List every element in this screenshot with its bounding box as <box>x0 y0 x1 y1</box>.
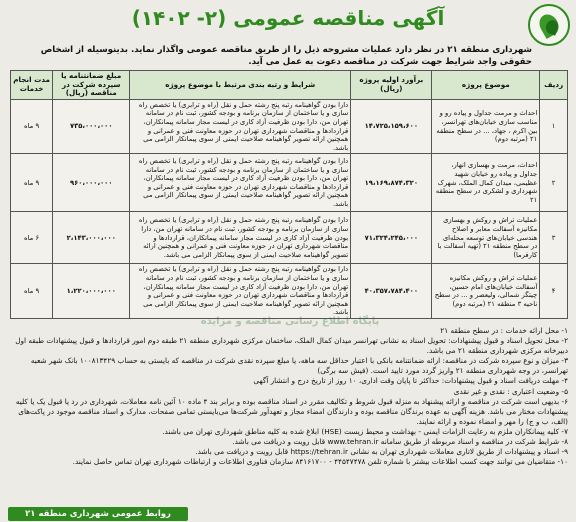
table-header-row <box>11 71 568 100</box>
note-item: ۸- شرایط شرکت در مناقصه و اسناد مربوطه از طریق سامانه www.tehran.ir قابل رویت و دریافت می باشد. <box>232 437 568 447</box>
row-subject: عملیات تراش و روکش و بهسازی مکانیزه آسفالت معابر و اصلاح هندسی خیابان‌های توسعه محله‌ای در سطح منطقه ۲۱ (تهیه آسفالت با کارفرما) <box>432 212 540 264</box>
row-estimate: ۱۴،۷۲۵،۱۵۹،۶۰۰ <box>351 99 432 154</box>
col-duration: مدت انجام خدمات <box>11 71 53 100</box>
row-subject: احداث، مرمت و بهسازی انهار، جداول و پیاده رو خیابان شهید عظیمی، میدان کمال الملک، شهرک شهرداری و لشکری در سطح منطقه ۲۱ <box>432 154 540 212</box>
row-subject: احداث و مرمت جداول و پیاده رو و مناسب سازی خیابان‌های تهرانسر، بین اکرم ، جهاد، ... در سطح منطقه ۲۱ (مرتبه دوم) <box>432 99 540 154</box>
row-number: ۲ <box>540 154 568 212</box>
note-item: ۵- وضعیت اعتباری : نقدی و غیر نقدی <box>453 386 568 396</box>
row-number: ۳ <box>540 212 568 264</box>
row-duration: ۶ ماه <box>11 212 53 264</box>
note-item: ۹- اسناد و پیشنهادات از طریق لاتاری معاملات شهرداری تهران به نشانی https://tehran.ir قابل رویت و دریافت می باشد. <box>195 447 568 457</box>
row-deposit: ۹۶۰،۰۰۰،۰۰۰ <box>53 154 130 212</box>
footer-signature: روابط عمومی شهرداری منطقه ۲۱ <box>8 507 188 521</box>
watermark: پایگاه اطلاع رسانی مناقصه و مزایده <box>200 316 380 327</box>
row-conditions: دارا بودن گواهینامه رتبه پنج رشته حمل و نقل (راه و ترابری) یا تخصص راه سازی و یا ساختمان از سازمان برنامه و بودجه کشور، ثبت نام در سامانه تهران من، دارا بودن ظرفیت آزاد کاری در لیست مجاز سامانه پیمانکاران، قراردادها و مناقصات شهرداری تهران در حوزه معاونت فنی و عمرانی و همچنین ارائه تصویر گواهینامه صلاحیت ایمنی از سوی پیمانکار الزامی می باشد. <box>130 99 351 154</box>
note-item: ۱۰- متقاضیان می توانند جهت کسب اطلاعات بیشتر با شماره تلفن ۴۴۵۴۷۴۷۸ - ۸۴۱۶۱۷۰۰ سازمان فناوری اطلاعات و ارتباطات شهرداری تهران تماس حاصل نمایند. <box>72 457 568 467</box>
row-conditions: دارا بودن گواهینامه رتبه پنج رشته حمل و نقل (راه و ترابری) یا تخصص راه سازی و یا ساختمان از سازمان برنامه و بودجه کشور، ثبت نام در سامانه تهران من، دارا بودن ظرفیت آزاد کاری در لیست مجاز سامانه پیمانکاران، قراردادها و مناقصات شهرداری تهران در حوزه معاونت فنی و عمرانی و همچنین ارائه تصویر گواهینامه صلاحیت ایمنی از سوی پیمانکار الزامی می باشد. <box>130 264 351 319</box>
row-conditions: دارا بودن گواهینامه رتبه پنج رشته حمل و نقل (راه و ترابری) یا تخصص راه سازی و یا ساختمان از سازمان برنامه و بودجه کشور، ثبت نام در سامانه تهران من، دارا بودن ظرفیت آزاد کاری در لیست مجاز سامانه پیمانکاران، قراردادها و مناقصات شهرداری تهران در حوزه معاونت فنی و عمرانی و همچنین ارائه تصویر گواهینامه صلاحیت ایمنی از سوی پیمانکار الزامی می باشد. <box>130 154 351 212</box>
table-row <box>11 264 568 319</box>
table-row <box>11 154 568 212</box>
row-number: ۱ <box>540 99 568 154</box>
row-deposit: ۲،۱۴۳،۰۰۰،۰۰۰ <box>53 212 130 264</box>
col-deposit: مبلغ ضمانتنامه یا سپرده شرکت در مناقصه (ریال) <box>53 71 130 100</box>
row-duration: ۹ ماه <box>11 154 53 212</box>
note-item: ۳- میزان و نوع سپرده شرکت در مناقصه: ارائه ضمانتنامه بانکی با اعتبار حداقل سه ماهه، یا مبلغ سپرده نقدی شرکت در مناقصه که بایستی به حساب ۱۰۰۸۱۳۴۲۹ بانک شهر شعبه تهرانسر، در وجه شهرداری منطقه ۲۱ واریز گردد مورد تایید است. (فیش سه برگی) <box>30 356 568 376</box>
col-estimate: برآورد اولیه پروژه (ریال) <box>351 71 432 100</box>
projects-table <box>10 70 568 319</box>
col-subject: موضوع پروژه <box>432 71 540 100</box>
note-item: ۱- محل ارائه خدمات : در سطح منطقه ۲۱ <box>440 326 568 335</box>
row-duration: ۹ ماه <box>11 99 53 154</box>
row-estimate: ۱۹،۱۶۹،۸۷۴،۳۲۰ <box>351 154 432 212</box>
row-estimate: ۷۱،۳۲۴،۲۴۵،۰۰۰ <box>351 212 432 264</box>
table-row <box>11 99 568 154</box>
municipality-logo-icon <box>528 4 570 46</box>
note-item: ۴- مهلت دریافت اسناد و قبول پیشنهادات: حداکثر تا پایان وقت اداری، ۱۰ روز از تاریخ درج و انتشار آگهی <box>253 376 568 386</box>
row-number: ۴ <box>540 264 568 319</box>
row-conditions: دارا بودن گواهینامه رتبه پنج رشته حمل و نقل (راه و ترابری) یا تخصص راه سازی از سازمان برنامه و بودجه کشور، ثبت نام در سامانه تهران من، دارا بودن ظرفیت آزاد کاری در لیست مجاز سامانه پیمانکاران، قراردادها و مناقصات شهرداری تهران در حوزه معاونت فنی و عمرانی و همچنین ارائه تصویر گواهینامه صلاحیت ایمنی از سوی پیمانکار الزامی می باشد. <box>130 212 351 264</box>
row-subject: عملیات تراش و روکش مکانیزه آسفالت خیابان‌های امام حسین، چیتگر شمالی، ولیعصر و ... در سطح ناحیه ۳ منطقه ۲۱ (مرتبه دوم) <box>432 264 540 319</box>
row-deposit: ۷۳۵،۰۰۰،۰۰۰ <box>53 99 130 154</box>
header <box>0 0 576 46</box>
col-row: ردیف <box>540 71 568 100</box>
note-item: ۷- کلیه پیمانکاران ملزم به رعایت الزامات ایمنی - بهداشت و محیط زیست (HSE) ابلاغ شده به کلیه مناطق شهرداری تهران می باشند. <box>162 426 568 436</box>
note-item: ۶- بدیهی است شرکت در مناقصه و ارائه پیشنهاد به منزله قبول شروط و تکالیف مقرر در اسناد مناقصه بوده و برابر بند ۴ ماده ۱۰ آئین نامه معاملات، شهرداری در رد یا قبول یک یا کلیه پیشنهادات مختار می باشد. هزینه آگهی به عهده برندگان مناقصه بوده و دارندگان امضاء مجاز و تعهدآور شرکت‌ها می‌بایستی تمامی صفحات، مدارک و اسناد مناقصه موجود در پاکت‌های (الف، ب و ج) را مهر و امضاء نموده و ارائه نمایند. <box>15 396 568 426</box>
row-estimate: ۴۰،۳۵۷،۷۸۴،۴۰۰ <box>351 264 432 319</box>
note-item: ۲- محل تحویل اسناد و قبول پیشنهادات: تحویل اسناد به نشانی تهرانسر میدان کمال الملک، ساختمان مرکزی شهرداری منطقه ۲۱ طبقه دوم امور قراردادها و قبول پیشنهادات طبقه اول دبیرخانه مرکزی شهرداری منطقه ۲۱ می باشد. <box>15 336 568 356</box>
row-deposit: ۱،۲۲۰،۰۰۰،۰۰۰ <box>53 264 130 319</box>
notes-section <box>8 326 568 467</box>
table-row <box>11 212 568 264</box>
intro-text: شهرداری منطقه ۲۱ در نظر دارد عملیات مشروحه ذیل را از طریق مناقصه عمومی واگذار نماید. بدینوسیله از اشخاص حقوقی واجد شرایط جهت شرکت در مناقصه دعوت به عمل می آید. <box>40 45 532 67</box>
col-conditions: شرایط و رتبه بندی مرتبط با موضوع پروژه <box>130 71 351 100</box>
row-duration: ۹ ماه <box>11 264 53 319</box>
notice-title: آگهی مناقصه عمومی (۲- ۱۴۰۲) <box>131 6 445 30</box>
